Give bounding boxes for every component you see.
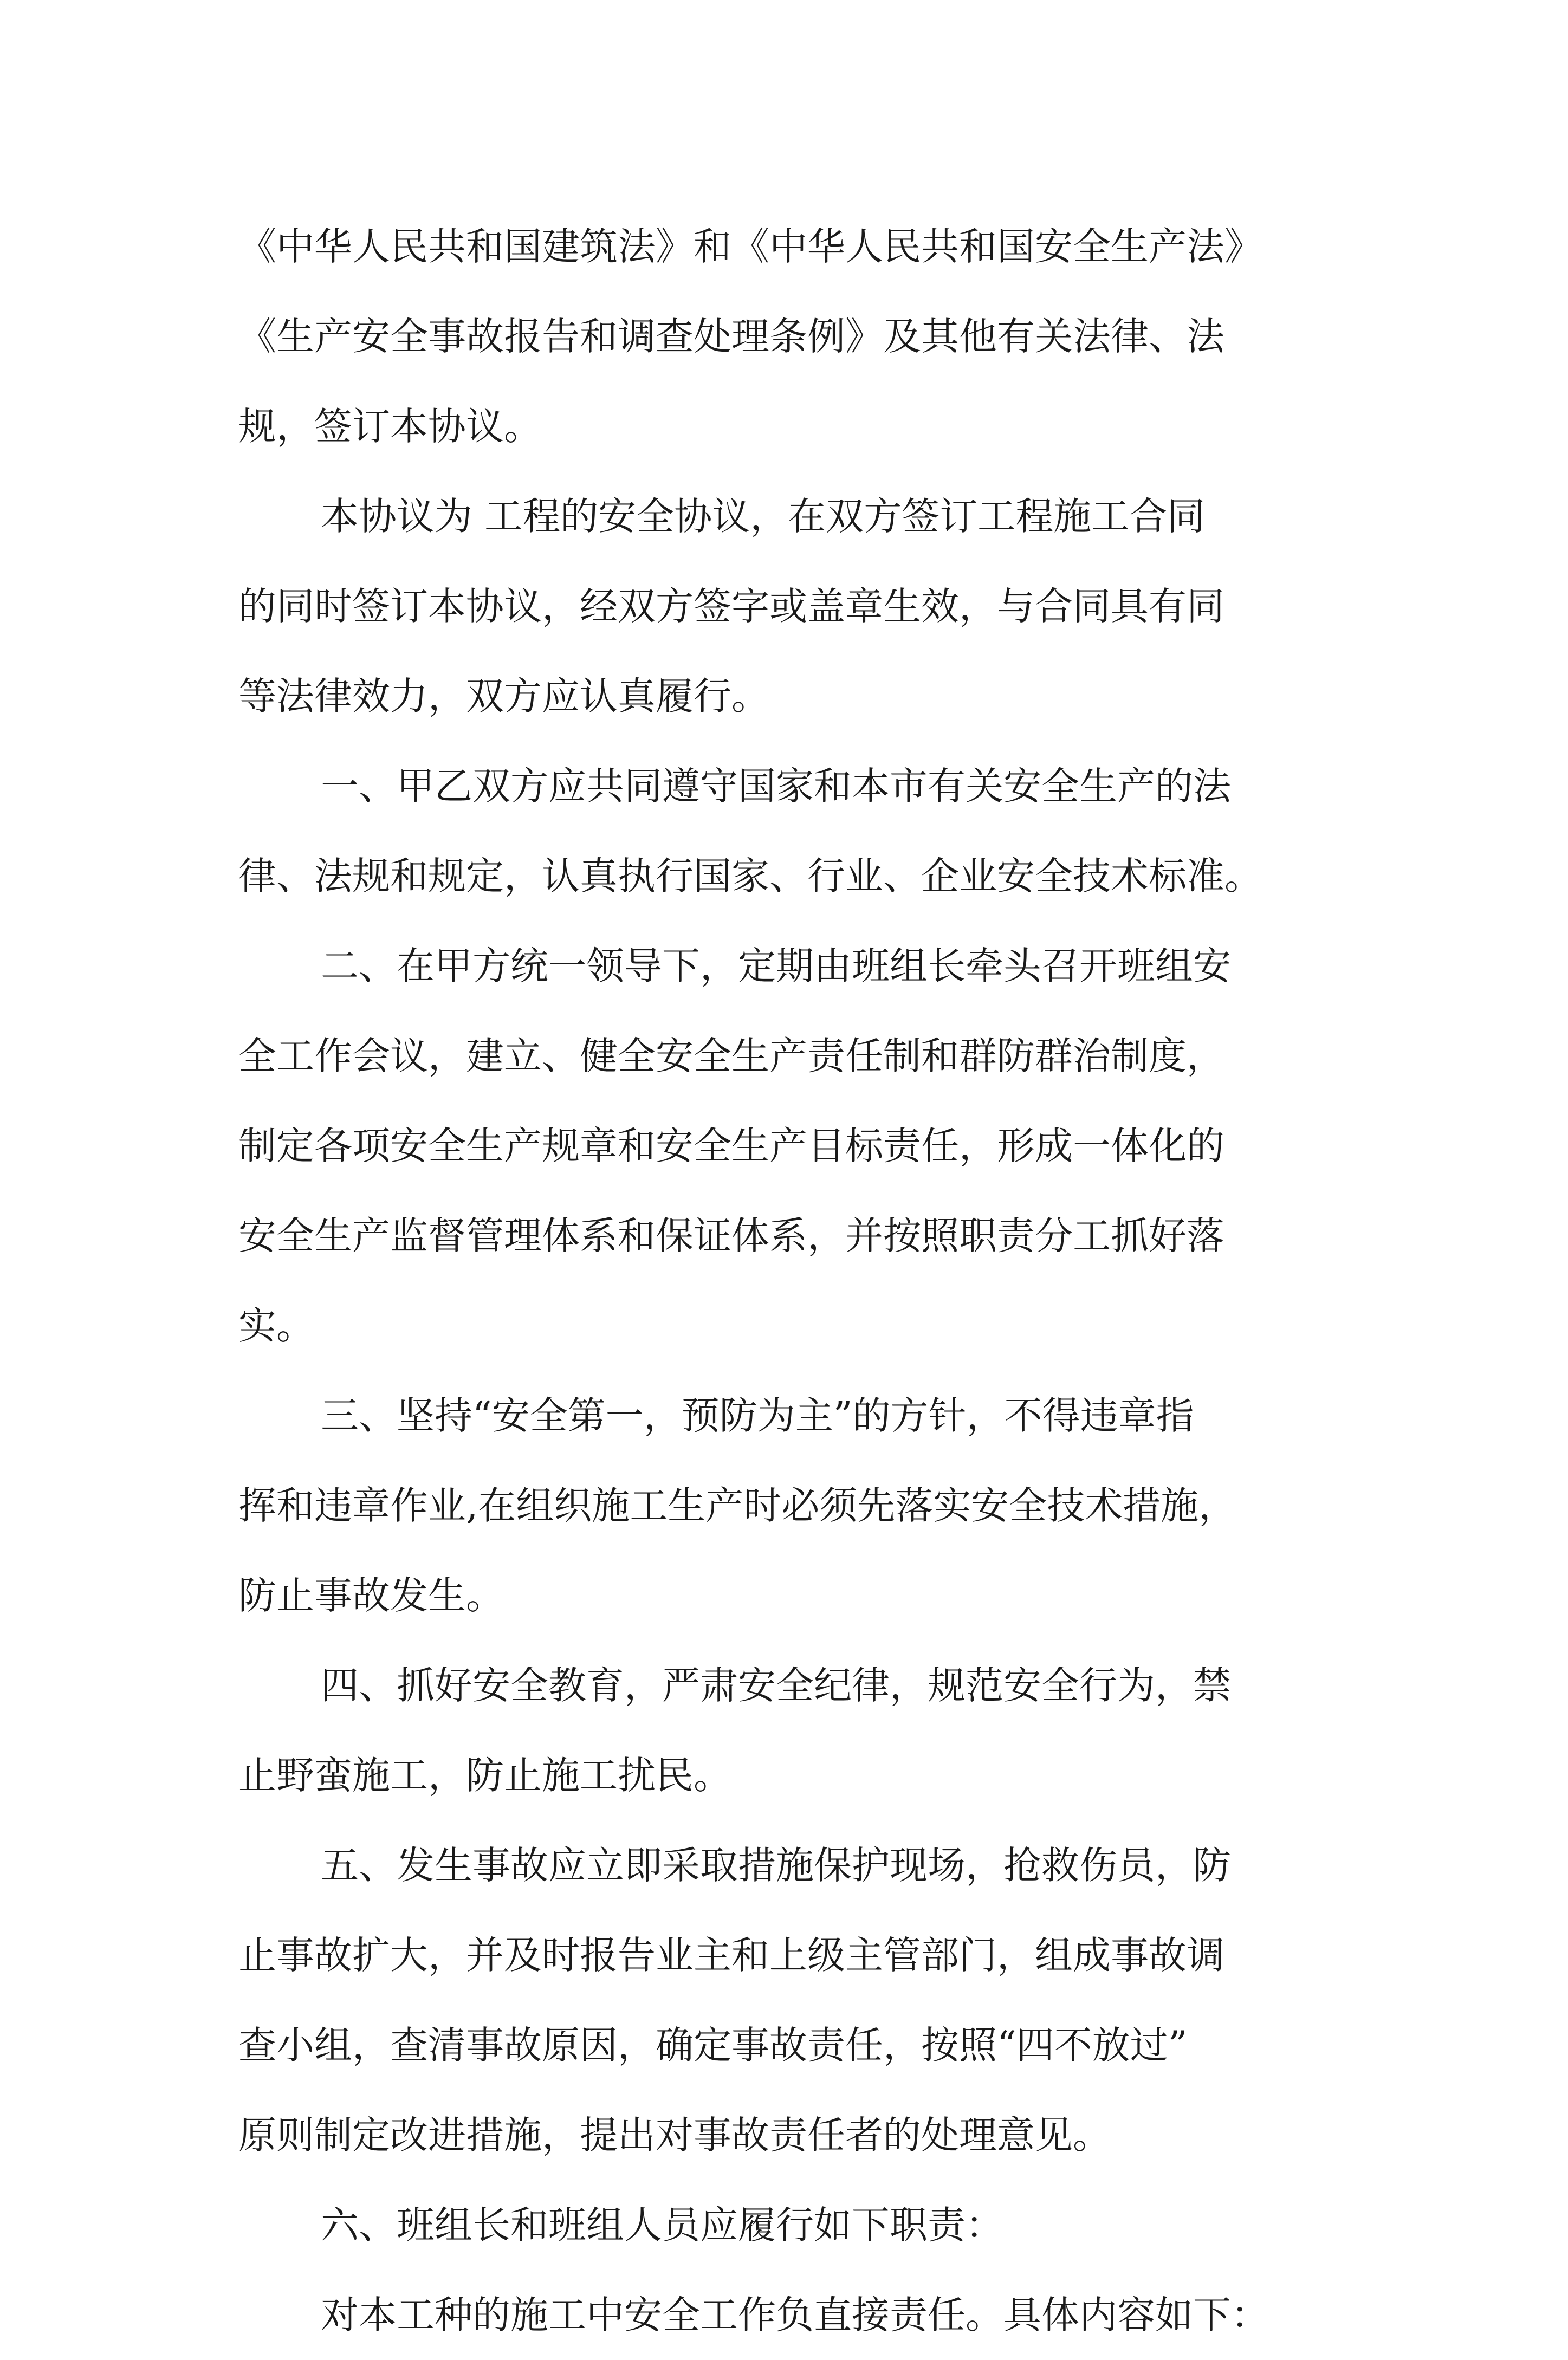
body-line: 对本工种的施工中安全工作负直接责任。具体内容如下： [321, 2293, 1269, 2337]
body-line: 六、班组长和班组人员应履行如下职责： [321, 2203, 1003, 2247]
document-body [238, 202, 1327, 2360]
body-line: 律、法规和规定，认真执行国家、行业、企业安全技术标准。 [238, 854, 1262, 898]
body-line: 止事故扩大，并及时报告业主和上级主管部门，组成事故调 [238, 1933, 1224, 1978]
body-line: 二、在甲方统一领导下，定期由班组长牵头召开班组安 [321, 944, 1231, 988]
body-line: 《生产安全事故报告和调查处理条例》及其他有关法律、法 [238, 314, 1224, 359]
body-line: 一、甲乙双方应共同遵守国家和本市有关安全生产的法 [321, 764, 1231, 808]
body-line: 实。 [238, 1304, 314, 1348]
body-line: 挥和违章作业,在组织施工生产时必须先落实安全技术措施， [238, 1483, 1237, 1528]
body-line: 三、坚持“安全第一，预防为主”的方针，不得违章指 [321, 1393, 1194, 1438]
body-line: 全工作会议，建立、健全安全生产责任制和群防群治制度， [238, 1034, 1224, 1078]
body-line: 制定各项安全生产规章和安全生产目标责任，形成一体化的 [238, 1124, 1224, 1168]
body-line: 等法律效力，双方应认真履行。 [238, 674, 769, 718]
body-line: 止野蛮施工，防止施工扰民。 [238, 1753, 731, 1798]
body-line: 规，签订本协议。 [238, 404, 542, 449]
body-line: 本协议为 工程的安全协议，在双方签订工程施工合同 [321, 494, 1206, 539]
body-line: 《中华人民共和国建筑法》和《中华人民共和国安全生产法》 [238, 224, 1262, 269]
body-line: 五、发生事故应立即采取措施保护现场，抢救伤员，防 [321, 1843, 1231, 1888]
body-line: 四、抓好安全教育，严肃安全纪律，规范安全行为，禁 [321, 1663, 1231, 1708]
body-line: 防止事故发生。 [238, 1573, 504, 1618]
body-line: 的同时签订本协议，经双方签字或盖章生效，与合同具有同 [238, 584, 1224, 628]
body-line: 安全生产监督管理体系和保证体系，并按照职责分工抓好落 [238, 1214, 1224, 1258]
body-line: 原则制定改进措施，提出对事故责任者的处理意见。 [238, 2113, 1111, 2157]
body-line: 查小组，查清事故原因，确定事故责任，按照“四不放过” [238, 2023, 1188, 2067]
